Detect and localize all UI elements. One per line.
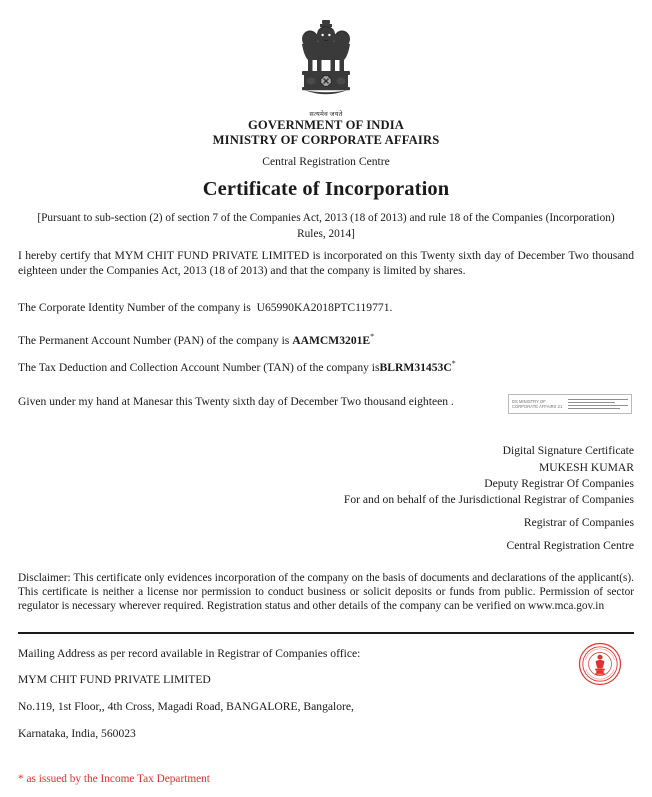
signature-line-4: For and on behalf of the Jurisdictional Registrar of Companies: [343, 493, 634, 507]
signatory-designation: Deputy Registrar Of Companies: [484, 476, 634, 490]
registration-centre-line: Central Registration Centre: [262, 155, 390, 168]
tan-paragraph: [18, 360, 634, 375]
signature-line-6: Central Registration Centre: [506, 539, 634, 553]
dsc-line-1: DS MINISTRY OF: [512, 398, 546, 404]
emblem-motto: सत्यमेव जयते: [309, 111, 343, 118]
tan-label: The Tax Deduction and Collection Account Number (TAN) of the company is: [18, 360, 380, 374]
tan-asterisk: *: [451, 358, 456, 368]
government-line-1: GOVERNMENT OF INDIA: [247, 118, 405, 132]
emblem-container: [18, 0, 634, 118]
signature-line-1: Digital Signature Certificate: [502, 444, 634, 458]
mailing-company-name: MYM CHIT FUND PRIVATE LIMITED: [18, 672, 211, 686]
dsc-line-2: CORPORATE AFFAIRS 21: [512, 404, 563, 409]
footnote-income-tax: * as issued by the Income Tax Department: [18, 772, 210, 785]
government-line-2: MINISTRY OF CORPORATE AFFAIRS: [212, 132, 440, 147]
page-title: Certificate of Incorporation: [202, 178, 450, 200]
pan-value: AAMCM3201E: [292, 334, 371, 348]
digital-signature-stamp: [508, 394, 632, 414]
signature-block: [18, 443, 634, 554]
cin-value: U65990KA2018PTC119771.: [256, 300, 393, 314]
pan-label: The Permanent Account Number (PAN) of the company is: [18, 334, 290, 348]
state-emblem-of-india-icon: [297, 16, 355, 111]
pursuant-clause: [Pursuant to sub-section (2) of section 7 of the Companies Act, 2013 (18 of 2013) and rule 18 of the Companies (Incorporation) Rules, 2014]: [37, 212, 615, 240]
section-divider: [18, 632, 634, 634]
certify-paragraph: I hereby certify that MYM CHIT FUND PRIVATE LIMITED is incorporated on this Twenty sixth day of December Two thousand eighteen under the Companies Act, 2013 (18 of 2013) and that the company is limited by shares.: [18, 249, 634, 278]
disclaimer-text: Disclaimer: This certificate only evidences incorporation of the company on the basis of documents and declarations of the applicant(s). This certificate is neither a license nor permission to conduct business or solicit deposits or funds from public. Permission of sector regulator is necessary wherever required. Registration status and other details of the company can be verified on www.mca.gov.in: [18, 571, 634, 613]
mailing-address-heading: Mailing Address as per record available in Registrar of Companies office:: [18, 646, 361, 660]
pan-asterisk: *: [370, 332, 375, 342]
tan-value: BLRM31453C: [379, 360, 452, 374]
cin-label: The Corporate Identity Number of the company is: [18, 300, 251, 314]
signature-line-5: Registrar of Companies: [523, 516, 634, 530]
signatory-name: MUKESH KUMAR: [538, 460, 634, 474]
mailing-address-line-1: No.119, 1st Floor,, 4th Cross, Magadi Road, BANGALORE, Bangalore,: [18, 699, 354, 713]
registrar-seal-icon: [578, 642, 622, 686]
given-under-hand-paragraph: Given under my hand at Manesar this Twenty sixth day of December Two thousand eighteen .: [18, 395, 454, 409]
mailing-address-line-2: Karnataka, India, 560023: [18, 726, 136, 740]
cin-paragraph: [18, 300, 634, 315]
digital-signature-stamp-text: [509, 399, 568, 409]
digital-signature-squiggle-icon: [568, 399, 631, 409]
pan-paragraph: [18, 333, 634, 348]
